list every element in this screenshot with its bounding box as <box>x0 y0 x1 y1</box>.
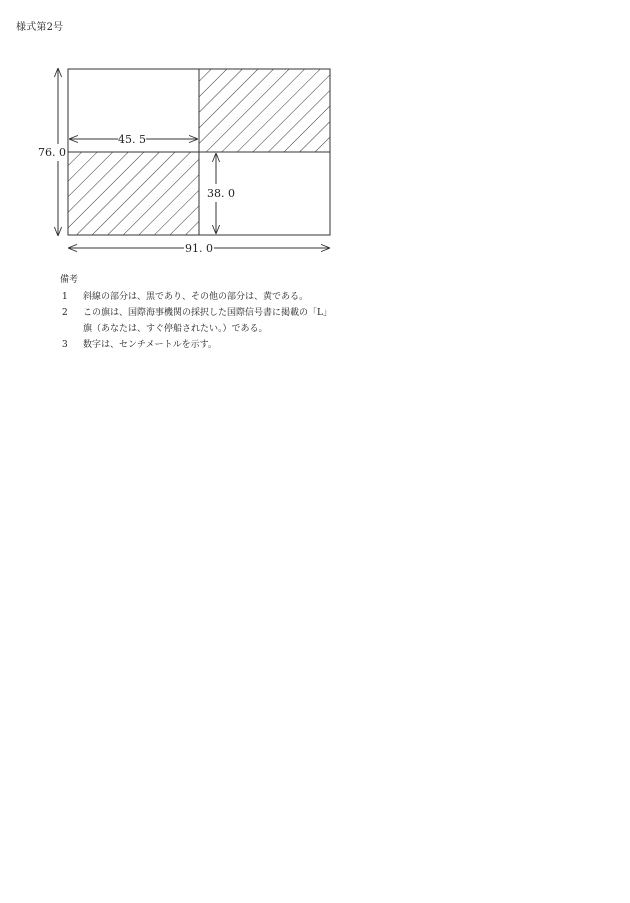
remark-number: 1 <box>62 292 68 302</box>
remark-text: この旗は、国際海事機関の採択した国際信号書に掲載の「L」旗（あなたは、すぐ停船されたい。）である。 <box>83 308 332 334</box>
form-title: 様式第2号 <box>16 22 64 33</box>
remark-number: 2 <box>62 308 68 318</box>
hatched-top-right <box>199 69 330 152</box>
lower-height-label: 38. 0 <box>207 187 235 200</box>
total-width-label: 91. 0 <box>185 242 213 255</box>
remark-item <box>60 289 338 305</box>
remark-text: 数字は、センチメートルを示す。 <box>83 340 217 350</box>
flag-diagram <box>0 0 630 270</box>
remark-number: 3 <box>62 340 68 350</box>
hatched-bottom-left <box>68 152 199 235</box>
height-dimension-label: 76. 0 <box>38 146 66 159</box>
remark-item <box>60 305 338 337</box>
left-width-label: 45. 5 <box>118 133 146 146</box>
remarks <box>60 272 338 353</box>
remark-item <box>60 337 338 353</box>
remarks-heading: 備考 <box>60 275 79 285</box>
remark-text: 斜線の部分は、黒であり、その他の部分は、黄である。 <box>83 292 309 302</box>
